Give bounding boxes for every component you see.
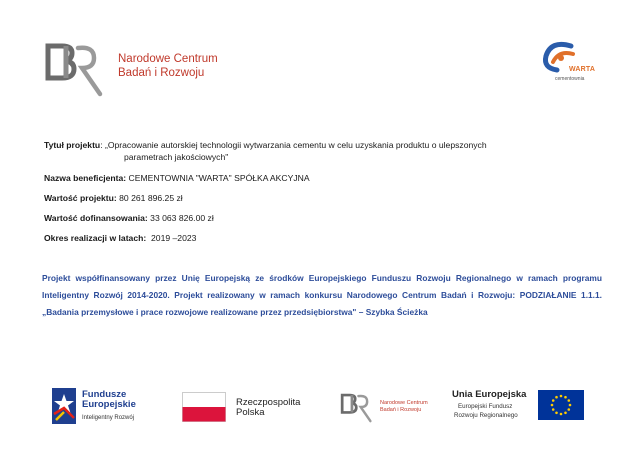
period-value: 2019 –2023 xyxy=(151,233,197,243)
ncbr-footer-logo xyxy=(340,390,440,426)
project-title-label: Tytuł projektu xyxy=(44,140,101,150)
ncbr-br-icon xyxy=(44,38,114,98)
fe-line2: Europejskie xyxy=(82,399,136,410)
rp-line2: Polska xyxy=(236,407,265,418)
ncbr-footer-line1: Narodowe Centrum xyxy=(380,400,428,406)
eu-line2: Europejski Fundusz xyxy=(458,403,513,410)
rp-line1: Rzeczpospolita xyxy=(236,397,301,408)
cofinancing-value: 33 063 826.00 zł xyxy=(150,213,214,223)
ncbr-name-line2: Badań i Rozwoju xyxy=(118,67,205,79)
ncbr-footer-line2: Badań i Rozwoju xyxy=(380,407,422,413)
beneficiary-value: CEMENTOWNIA "WARTA" SPÓŁKA AKCYJNA xyxy=(128,173,310,183)
cofinancing-label: Wartość dofinansowania: xyxy=(44,213,148,223)
eu-flag-icon xyxy=(538,390,584,420)
period-label: Okres realizacji w latach: xyxy=(44,233,147,243)
project-value: 80 261 896.25 zł xyxy=(119,193,183,203)
eu-line3: Rozwoju Regionalnego xyxy=(454,412,518,419)
project-value-label: Wartość projektu: xyxy=(44,193,117,203)
fe-line1: Fundusze xyxy=(82,389,127,400)
beneficiary-label: Nazwa beneficjenta: xyxy=(44,173,127,183)
beneficiary-row xyxy=(44,173,310,184)
warta-brand: WARTA xyxy=(569,66,596,73)
eu-line1: Unia Europejska xyxy=(452,389,527,400)
ncbr-logo xyxy=(44,38,224,98)
project-value-row xyxy=(44,193,183,204)
ncbr-name-line1: Narodowe Centrum xyxy=(118,53,218,65)
period-row xyxy=(44,233,196,244)
project-title-value-cont: parametrach jakościowych" xyxy=(124,152,229,162)
funding-statement xyxy=(42,270,602,321)
warta-logo xyxy=(541,40,603,90)
funding-text: Projekt współfinansowany przez Unię Europejską ze środków Europejskiego Funduszu Rozwoju Regionalnego w ramach programu Inteligentny Rozwój 2014-2020. Projekt realizowany w ramach konkursu Narodowego Centrum Badań i Rozwoju: PODZIAŁANIE 1.1.1. „Badania przemysłowe i prace rozwojowe realizowane przez przedsiębiorstwa" – Szybka Ścieżka xyxy=(42,273,602,317)
cofinancing-row xyxy=(44,213,214,224)
project-title-row xyxy=(44,140,487,151)
fe-logo xyxy=(52,386,172,430)
poland-flag-icon xyxy=(182,392,226,422)
rp-logo xyxy=(182,392,322,426)
fe-line3: Inteligentny Rozwój xyxy=(82,415,135,421)
warta-sub: cementownia xyxy=(555,76,585,82)
project-title-value: : „Opracowanie autorskiej technologii wytwarzania cementu w celu uzyskania produktu o ulepszonych xyxy=(100,140,487,150)
ncbr-footer-br-icon xyxy=(340,390,378,424)
eu-logo xyxy=(452,388,592,428)
fe-star-icon xyxy=(52,388,76,424)
